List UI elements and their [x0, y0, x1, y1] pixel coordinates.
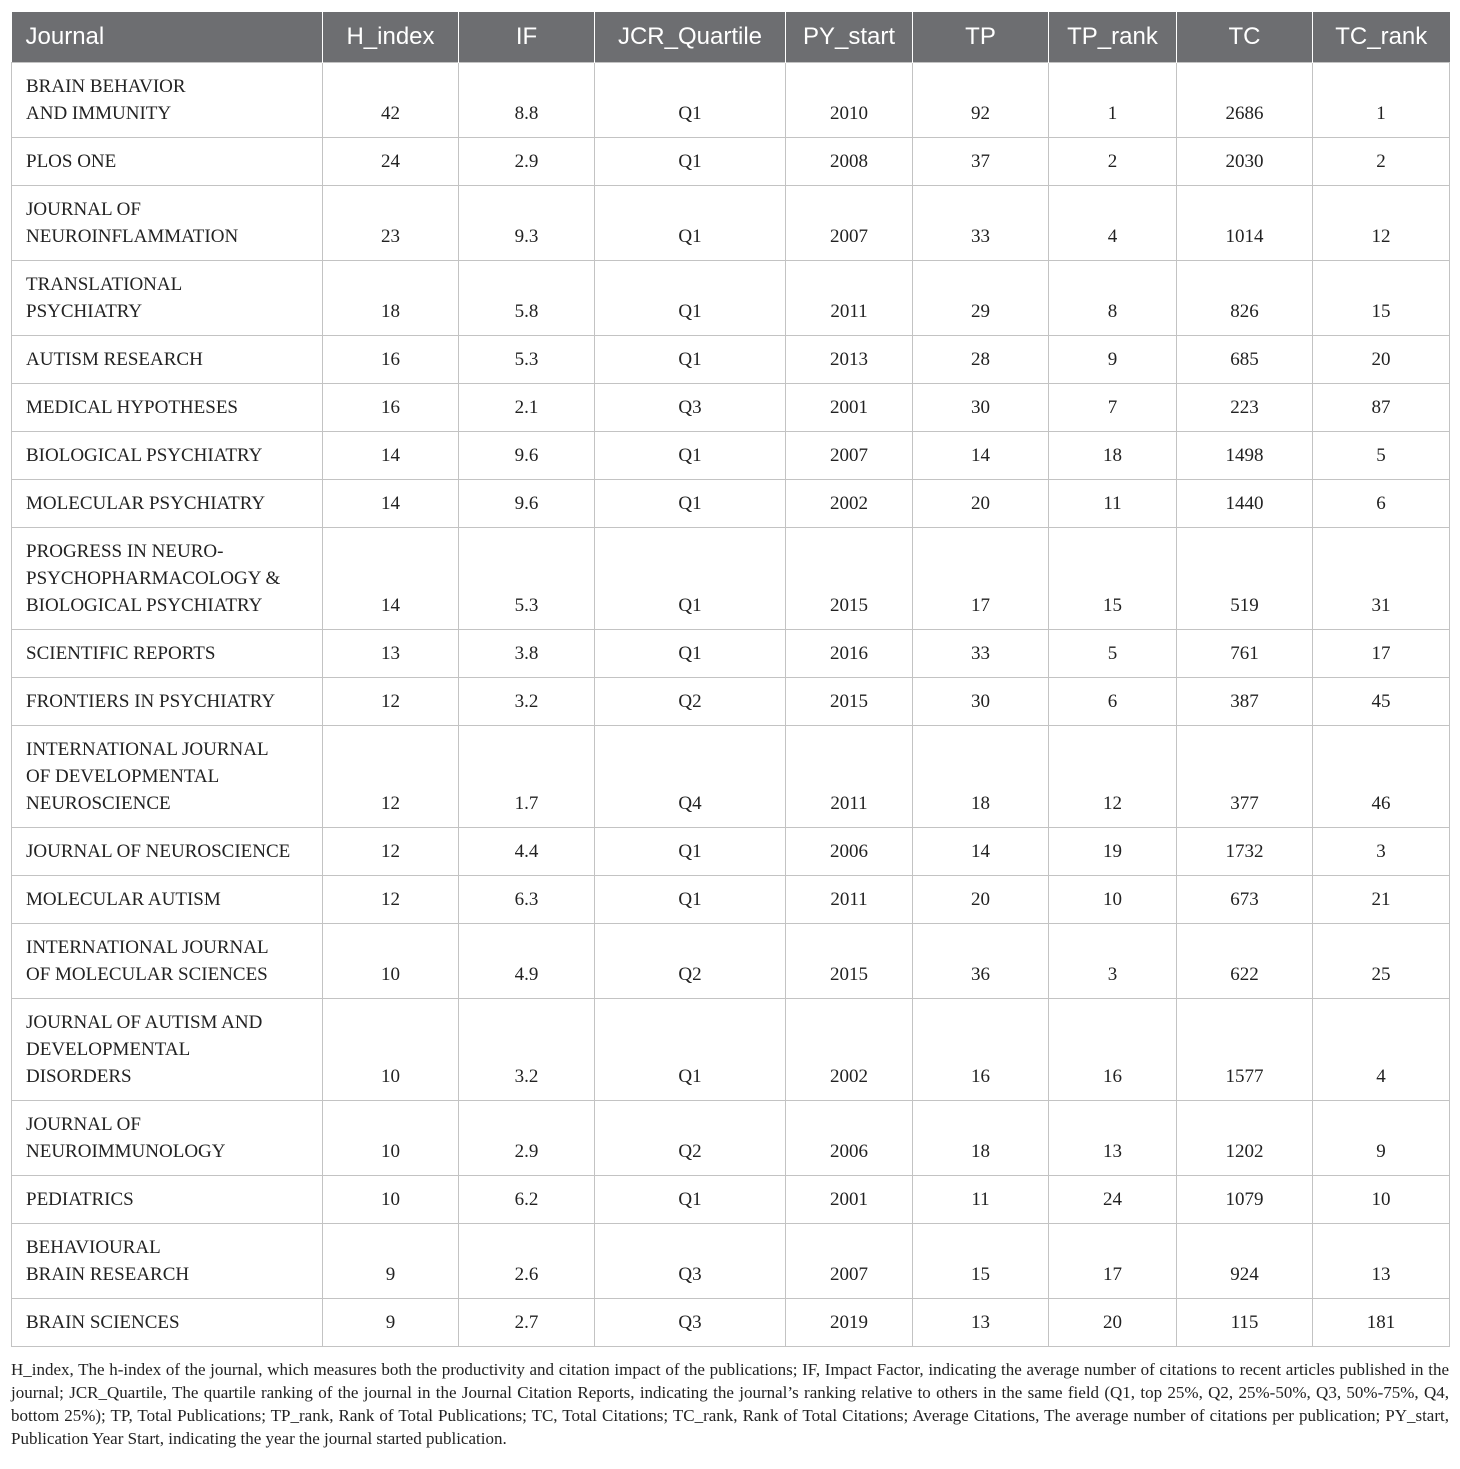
cell-tc-rank: 12	[1313, 186, 1450, 261]
table-row	[12, 924, 1450, 999]
cell-tp-rank: 3	[1049, 924, 1177, 999]
cell-jcr-quartile: Q3	[595, 1299, 786, 1347]
cell-py-start: 2011	[786, 726, 913, 828]
cell-py-start: 2016	[786, 630, 913, 678]
cell-tp-rank: 9	[1049, 336, 1177, 384]
cell-jcr-quartile: Q3	[595, 1224, 786, 1299]
cell-if: 5.3	[459, 528, 595, 630]
journal-name-cell: AUTISM RESEARCH	[12, 336, 323, 384]
cell-tp-rank: 12	[1049, 726, 1177, 828]
cell-h-index: 24	[323, 138, 459, 186]
cell-jcr-quartile: Q2	[595, 924, 786, 999]
cell-py-start: 2011	[786, 261, 913, 336]
cell-h-index: 23	[323, 186, 459, 261]
cell-if: 9.6	[459, 480, 595, 528]
cell-tp-rank: 20	[1049, 1299, 1177, 1347]
cell-tc-rank: 21	[1313, 876, 1450, 924]
cell-py-start: 2015	[786, 528, 913, 630]
cell-tc-rank: 17	[1313, 630, 1450, 678]
cell-if: 3.2	[459, 678, 595, 726]
cell-tc-rank: 1	[1313, 63, 1450, 138]
cell-jcr-quartile: Q3	[595, 384, 786, 432]
table-row	[12, 678, 1450, 726]
cell-tp-rank: 6	[1049, 678, 1177, 726]
cell-if: 5.3	[459, 336, 595, 384]
cell-if: 3.2	[459, 999, 595, 1101]
document-page	[11, 12, 1449, 1450]
cell-tp: 11	[913, 1176, 1049, 1224]
journal-name-cell: JOURNAL OF NEUROINFLAMMATION	[12, 186, 323, 261]
cell-tc-rank: 6	[1313, 480, 1450, 528]
cell-tc: 622	[1177, 924, 1313, 999]
cell-tp: 28	[913, 336, 1049, 384]
table-row	[12, 1176, 1450, 1224]
cell-py-start: 2001	[786, 1176, 913, 1224]
cell-h-index: 16	[323, 384, 459, 432]
cell-jcr-quartile: Q4	[595, 726, 786, 828]
cell-tp-rank: 7	[1049, 384, 1177, 432]
cell-tp-rank: 11	[1049, 480, 1177, 528]
cell-tp-rank: 17	[1049, 1224, 1177, 1299]
cell-tc-rank: 45	[1313, 678, 1450, 726]
cell-tp-rank: 24	[1049, 1176, 1177, 1224]
cell-jcr-quartile: Q1	[595, 186, 786, 261]
table-body	[12, 63, 1450, 1347]
cell-tc-rank: 46	[1313, 726, 1450, 828]
cell-tp-rank: 19	[1049, 828, 1177, 876]
cell-tc: 1440	[1177, 480, 1313, 528]
cell-tp: 33	[913, 186, 1049, 261]
cell-py-start: 2019	[786, 1299, 913, 1347]
column-header-journal: Journal	[12, 12, 323, 63]
table-row	[12, 138, 1450, 186]
table-row	[12, 1101, 1450, 1176]
cell-tp-rank: 10	[1049, 876, 1177, 924]
cell-h-index: 10	[323, 1101, 459, 1176]
cell-tc: 1014	[1177, 186, 1313, 261]
cell-h-index: 9	[323, 1224, 459, 1299]
cell-tp: 17	[913, 528, 1049, 630]
cell-tc-rank: 31	[1313, 528, 1450, 630]
cell-jcr-quartile: Q1	[595, 876, 786, 924]
cell-h-index: 12	[323, 678, 459, 726]
table-row	[12, 726, 1450, 828]
cell-py-start: 2007	[786, 432, 913, 480]
cell-tc-rank: 10	[1313, 1176, 1450, 1224]
cell-tp: 14	[913, 432, 1049, 480]
journal-name-cell: TRANSLATIONAL PSYCHIATRY	[12, 261, 323, 336]
cell-tp-rank: 2	[1049, 138, 1177, 186]
cell-tc: 1577	[1177, 999, 1313, 1101]
cell-tp-rank: 8	[1049, 261, 1177, 336]
cell-if: 9.6	[459, 432, 595, 480]
cell-tc: 1732	[1177, 828, 1313, 876]
journal-name-cell: MOLECULAR PSYCHIATRY	[12, 480, 323, 528]
cell-if: 6.3	[459, 876, 595, 924]
column-header-jcr-quartile: JCR_Quartile	[595, 12, 786, 63]
journal-name-cell: BEHAVIOURAL BRAIN RESEARCH	[12, 1224, 323, 1299]
table-row	[12, 186, 1450, 261]
cell-tp: 30	[913, 384, 1049, 432]
cell-tp: 92	[913, 63, 1049, 138]
cell-py-start: 2001	[786, 384, 913, 432]
cell-py-start: 2007	[786, 186, 913, 261]
cell-tp-rank: 4	[1049, 186, 1177, 261]
cell-tp: 20	[913, 876, 1049, 924]
cell-jcr-quartile: Q1	[595, 1176, 786, 1224]
cell-tp: 20	[913, 480, 1049, 528]
cell-tc-rank: 9	[1313, 1101, 1450, 1176]
cell-py-start: 2008	[786, 138, 913, 186]
cell-py-start: 2002	[786, 999, 913, 1101]
table-row	[12, 1224, 1450, 1299]
cell-jcr-quartile: Q2	[595, 1101, 786, 1176]
cell-tp-rank: 1	[1049, 63, 1177, 138]
cell-tp-rank: 5	[1049, 630, 1177, 678]
cell-h-index: 10	[323, 924, 459, 999]
table-row	[12, 336, 1450, 384]
cell-tc-rank: 13	[1313, 1224, 1450, 1299]
journal-name-cell: JOURNAL OF AUTISM AND DEVELOPMENTAL DISORDERS	[12, 999, 323, 1101]
cell-tc: 1079	[1177, 1176, 1313, 1224]
table-row	[12, 528, 1450, 630]
cell-py-start: 2013	[786, 336, 913, 384]
journal-name-cell: MOLECULAR AUTISM	[12, 876, 323, 924]
cell-h-index: 10	[323, 1176, 459, 1224]
cell-tc-rank: 20	[1313, 336, 1450, 384]
cell-tc-rank: 87	[1313, 384, 1450, 432]
cell-tp: 30	[913, 678, 1049, 726]
column-header-py-start: PY_start	[786, 12, 913, 63]
cell-if: 2.9	[459, 138, 595, 186]
cell-if: 2.7	[459, 1299, 595, 1347]
cell-if: 2.9	[459, 1101, 595, 1176]
cell-tp: 33	[913, 630, 1049, 678]
cell-h-index: 10	[323, 999, 459, 1101]
table-row	[12, 999, 1450, 1101]
cell-jcr-quartile: Q1	[595, 336, 786, 384]
table-row	[12, 261, 1450, 336]
cell-tc-rank: 181	[1313, 1299, 1450, 1347]
journal-name-cell: PLOS ONE	[12, 138, 323, 186]
cell-jcr-quartile: Q1	[595, 480, 786, 528]
journal-name-cell: PEDIATRICS	[12, 1176, 323, 1224]
cell-tc-rank: 25	[1313, 924, 1450, 999]
cell-tc: 115	[1177, 1299, 1313, 1347]
cell-tc: 377	[1177, 726, 1313, 828]
table-footnote: H_index, The h-index of the journal, which measures both the productivity and citation impact of the publications; IF, Impact Factor, indicating the average number of citations to recent articles published in the journal; JCR_Quartile, The quartile ranking of the journal in the Journal Citation Reports, indicating the journal’s ranking relative to others in the same field (Q1, top 25%, Q2, 25%-50%, Q3, 50%-75%, Q4, bottom 25%); TP, Total Publications; TP_rank, Rank of Total Publications; TC, Total Citations; TC_rank, Rank of Total Citations; Average Citations, The average number of citations per publication; PY_start, Publication Year Start, indicating the year the journal started publication.	[11, 1360, 1449, 1448]
cell-if: 8.8	[459, 63, 595, 138]
cell-h-index: 12	[323, 876, 459, 924]
cell-tc: 387	[1177, 678, 1313, 726]
cell-jcr-quartile: Q1	[595, 261, 786, 336]
cell-py-start: 2011	[786, 876, 913, 924]
cell-tc: 761	[1177, 630, 1313, 678]
journal-name-cell: BRAIN BEHAVIOR AND IMMUNITY	[12, 63, 323, 138]
cell-jcr-quartile: Q1	[595, 63, 786, 138]
cell-tc: 2030	[1177, 138, 1313, 186]
column-header-tp-rank: TP_rank	[1049, 12, 1177, 63]
column-header-h-index: H_index	[323, 12, 459, 63]
cell-h-index: 18	[323, 261, 459, 336]
cell-jcr-quartile: Q1	[595, 528, 786, 630]
cell-h-index: 14	[323, 432, 459, 480]
journal-name-cell: INTERNATIONAL JOURNAL OF MOLECULAR SCIENCES	[12, 924, 323, 999]
cell-tp: 13	[913, 1299, 1049, 1347]
table-row	[12, 828, 1450, 876]
cell-tp: 18	[913, 726, 1049, 828]
cell-tc: 826	[1177, 261, 1313, 336]
cell-tc-rank: 4	[1313, 999, 1450, 1101]
cell-jcr-quartile: Q1	[595, 828, 786, 876]
cell-jcr-quartile: Q2	[595, 678, 786, 726]
cell-h-index: 12	[323, 726, 459, 828]
table-row	[12, 876, 1450, 924]
cell-tc: 1498	[1177, 432, 1313, 480]
cell-tc: 519	[1177, 528, 1313, 630]
table-row	[12, 630, 1450, 678]
cell-if: 2.6	[459, 1224, 595, 1299]
cell-tc: 685	[1177, 336, 1313, 384]
cell-if: 1.7	[459, 726, 595, 828]
cell-tp-rank: 16	[1049, 999, 1177, 1101]
column-header-tc: TC	[1177, 12, 1313, 63]
cell-h-index: 14	[323, 480, 459, 528]
table-header-row	[12, 12, 1450, 63]
journal-name-cell: MEDICAL HYPOTHESES	[12, 384, 323, 432]
cell-tc-rank: 15	[1313, 261, 1450, 336]
journal-table	[11, 12, 1450, 1347]
cell-tp: 15	[913, 1224, 1049, 1299]
cell-py-start: 2015	[786, 678, 913, 726]
cell-py-start: 2007	[786, 1224, 913, 1299]
cell-tc: 1202	[1177, 1101, 1313, 1176]
cell-tp: 18	[913, 1101, 1049, 1176]
cell-tp: 37	[913, 138, 1049, 186]
journal-name-cell: JOURNAL OF NEUROSCIENCE	[12, 828, 323, 876]
journal-name-cell: INTERNATIONAL JOURNAL OF DEVELOPMENTAL NEUROSCIENCE	[12, 726, 323, 828]
cell-tc: 223	[1177, 384, 1313, 432]
cell-if: 4.4	[459, 828, 595, 876]
cell-jcr-quartile: Q1	[595, 432, 786, 480]
cell-py-start: 2002	[786, 480, 913, 528]
table-row	[12, 63, 1450, 138]
table-row	[12, 1299, 1450, 1347]
table-row	[12, 432, 1450, 480]
cell-h-index: 12	[323, 828, 459, 876]
cell-jcr-quartile: Q1	[595, 138, 786, 186]
cell-if: 5.8	[459, 261, 595, 336]
cell-tc-rank: 3	[1313, 828, 1450, 876]
cell-tp-rank: 18	[1049, 432, 1177, 480]
journal-name-cell: BIOLOGICAL PSYCHIATRY	[12, 432, 323, 480]
cell-py-start: 2006	[786, 828, 913, 876]
cell-if: 3.8	[459, 630, 595, 678]
journal-name-cell: SCIENTIFIC REPORTS	[12, 630, 323, 678]
journal-name-cell: FRONTIERS IN PSYCHIATRY	[12, 678, 323, 726]
cell-py-start: 2015	[786, 924, 913, 999]
cell-tc-rank: 2	[1313, 138, 1450, 186]
column-header-tp: TP	[913, 12, 1049, 63]
cell-h-index: 16	[323, 336, 459, 384]
cell-if: 6.2	[459, 1176, 595, 1224]
cell-tp: 14	[913, 828, 1049, 876]
cell-h-index: 9	[323, 1299, 459, 1347]
journal-name-cell: BRAIN SCIENCES	[12, 1299, 323, 1347]
cell-tp: 16	[913, 999, 1049, 1101]
cell-h-index: 13	[323, 630, 459, 678]
column-header-if: IF	[459, 12, 595, 63]
cell-if: 4.9	[459, 924, 595, 999]
journal-name-cell: PROGRESS IN NEURO- PSYCHOPHARMACOLOGY & BIOLOGICAL PSYCHIATRY	[12, 528, 323, 630]
cell-if: 2.1	[459, 384, 595, 432]
table-row	[12, 384, 1450, 432]
cell-tp-rank: 15	[1049, 528, 1177, 630]
cell-h-index: 42	[323, 63, 459, 138]
cell-py-start: 2006	[786, 1101, 913, 1176]
cell-tp: 29	[913, 261, 1049, 336]
cell-tc: 2686	[1177, 63, 1313, 138]
cell-tp-rank: 13	[1049, 1101, 1177, 1176]
cell-tc: 673	[1177, 876, 1313, 924]
journal-name-cell: JOURNAL OF NEUROIMMUNOLOGY	[12, 1101, 323, 1176]
cell-tp: 36	[913, 924, 1049, 999]
cell-jcr-quartile: Q1	[595, 999, 786, 1101]
table-row	[12, 480, 1450, 528]
cell-h-index: 14	[323, 528, 459, 630]
column-header-tc-rank: TC_rank	[1313, 12, 1450, 63]
cell-tc-rank: 5	[1313, 432, 1450, 480]
cell-tc: 924	[1177, 1224, 1313, 1299]
cell-jcr-quartile: Q1	[595, 630, 786, 678]
cell-if: 9.3	[459, 186, 595, 261]
cell-py-start: 2010	[786, 63, 913, 138]
